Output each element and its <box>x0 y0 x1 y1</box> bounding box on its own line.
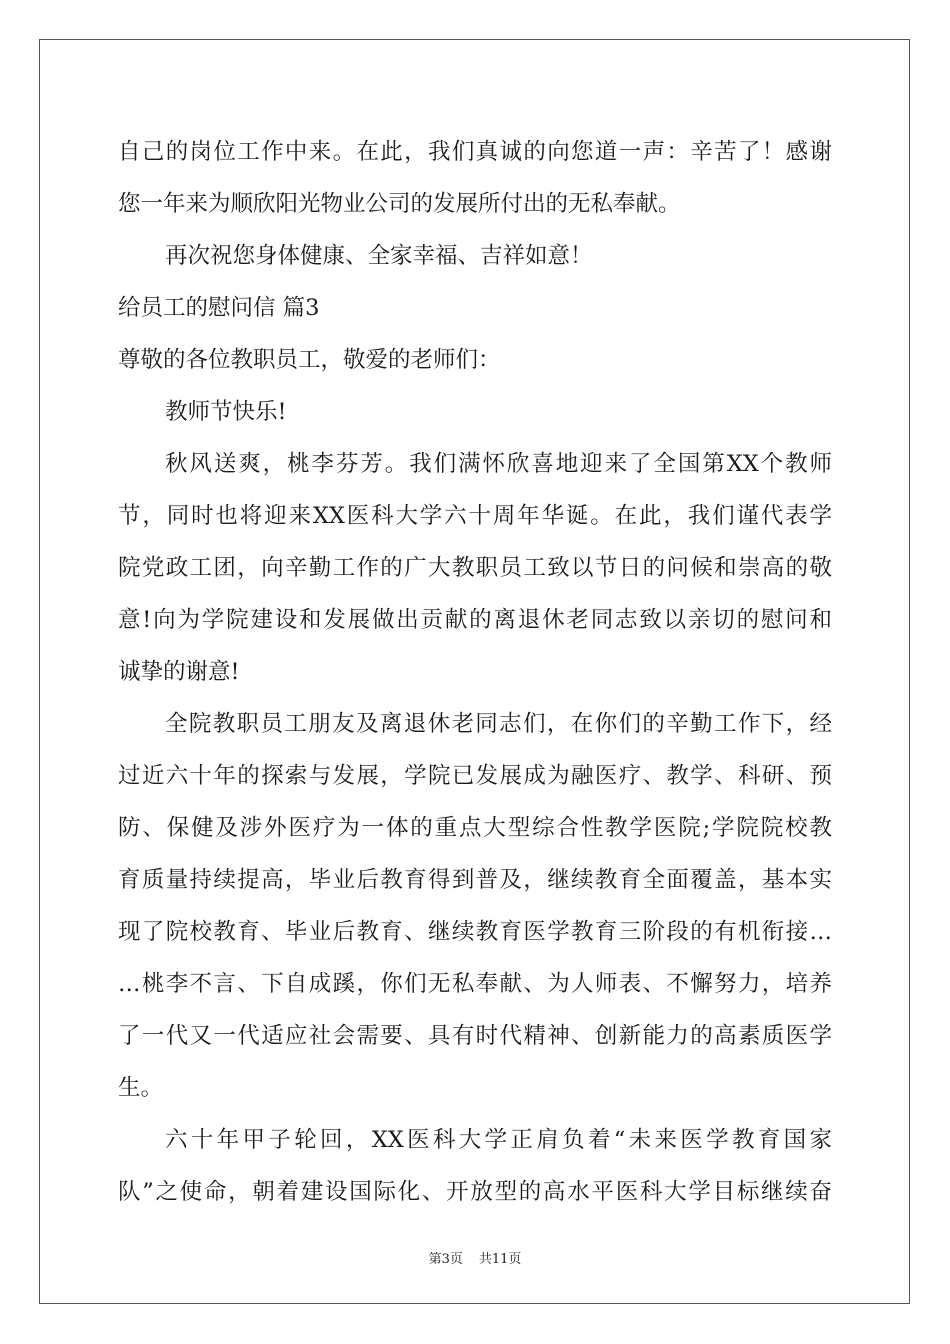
salutation <box>118 334 832 386</box>
text-line <box>118 1114 832 1166</box>
line-text: …桃李不言、下自成蹊，你们无私奉献、为人师表、不懈努力，培养 <box>118 971 832 997</box>
line-text: 尊敬的各位教职员工，敬爱的老师们： <box>118 347 501 373</box>
page-number: 第3页 <box>428 1252 463 1267</box>
line-text: 院党政工团，向辛勤工作的广大教职员工致以节日的问候和崇高的敬 <box>118 555 832 581</box>
text-line <box>118 854 832 906</box>
line-text: 秋风送爽，桃李芬芳。我们满怀欣喜地迎来了全国第XX个教师 <box>165 451 832 477</box>
line-text: 全院教职员工朋友及离退休老同志们，在你们的辛勤工作下，经 <box>165 711 832 737</box>
line-text: 过近六十年的探索与发展，学院已发展成为融医疗、教学、科研、预 <box>118 763 832 789</box>
line-text: 诚挚的谢意! <box>118 659 240 685</box>
line-text: 了一代又一代适应社会需要、具有时代精神、创新能力的高素质医学 <box>118 1023 832 1049</box>
text-line <box>118 698 832 750</box>
text-line <box>118 438 832 490</box>
text-line <box>118 1166 832 1218</box>
text-line <box>118 1062 832 1114</box>
text-line <box>118 646 832 698</box>
line-text: 给员工的慰问信 篇3 <box>118 295 320 321</box>
text-line <box>118 542 832 594</box>
text-line <box>118 906 832 958</box>
line-text: 意!向为学院建设和发展做出贡献的离退休老同志致以亲切的慰问和 <box>118 607 832 633</box>
line-text: 生。 <box>118 1075 164 1101</box>
text-line <box>118 490 832 542</box>
line-text: 节，同时也将迎来XX医科大学六十周年华诞。在此，我们谨代表学 <box>118 503 832 529</box>
line-text: 队”之使命，朝着建设国际化、开放型的高水平医科大学目标继续奋 <box>118 1179 832 1205</box>
line-text: 现了院校教育、毕业后教育、继续教育医学教育三阶段的有机衔接… <box>118 919 832 945</box>
line-text: 教师节快乐! <box>165 399 287 425</box>
text-line <box>118 230 832 282</box>
text-line <box>118 1010 832 1062</box>
line-text: 育质量持续提高，毕业后教育得到普及，继续教育全面覆盖，基本实 <box>118 867 832 893</box>
text-line <box>118 750 832 802</box>
document-body <box>118 126 832 1218</box>
text-line <box>118 802 832 854</box>
text-line <box>118 958 832 1010</box>
line-text: 再次祝您身体健康、全家幸福、吉祥如意！ <box>165 243 593 269</box>
text-line <box>118 386 832 438</box>
page-total: 共11页 <box>478 1252 522 1267</box>
line-text: 六十年甲子轮回，XX医科大学正肩负着“未来医学教育国家 <box>165 1127 832 1153</box>
text-line <box>118 178 832 230</box>
text-line <box>118 126 832 178</box>
section-heading <box>118 282 832 334</box>
text-line <box>118 594 832 646</box>
page-footer <box>0 1248 950 1267</box>
line-text: 您一年来为顺欣阳光物业公司的发展所付出的无私奉献。 <box>118 191 681 217</box>
line-text: 防、保健及涉外医疗为一体的重点大型综合性教学医院;学院院校教 <box>118 815 832 841</box>
line-text: 自己的岗位工作中来。在此，我们真诚的向您道一声：辛苦了！感谢 <box>118 139 832 165</box>
